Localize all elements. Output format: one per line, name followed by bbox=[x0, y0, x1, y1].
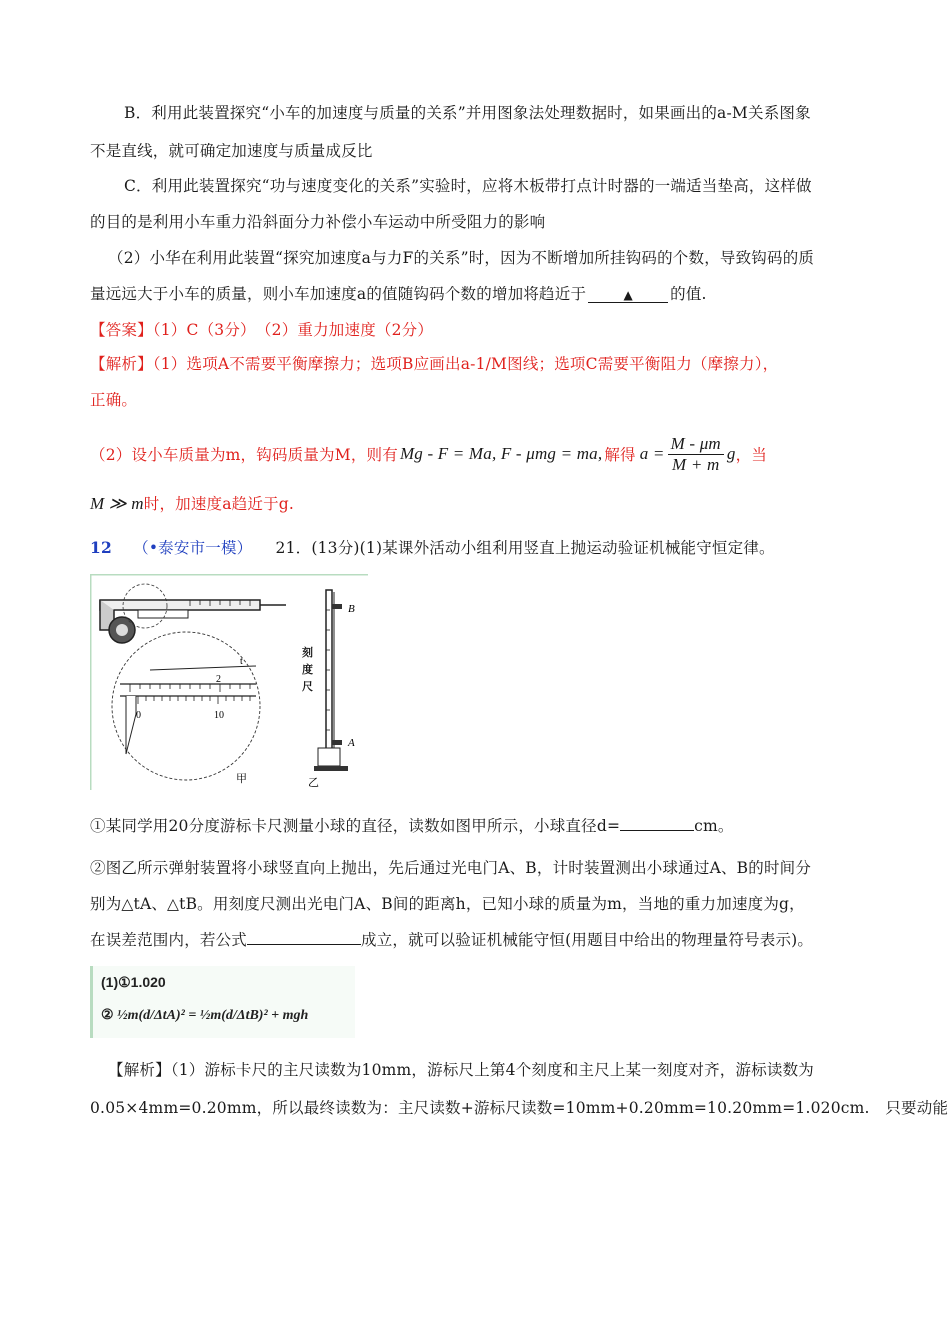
limit-text: 时，加速度a趋近于g. bbox=[143, 495, 295, 513]
sub-question-2-line1: ②图乙所示弹射装置将小球竖直向上抛出，先后通过光电门A、B，计时装置测出小球通过A、B的时间分 bbox=[90, 859, 812, 877]
option-c-line2: 的目的是利用小车重力沿斜面分力补偿小车运动中所受阻力的影响 bbox=[90, 213, 546, 231]
analysis-eq-a: a = bbox=[639, 444, 665, 463]
sub-question-2-line3 bbox=[90, 928, 813, 950]
label-jia: 甲 bbox=[236, 772, 247, 785]
caliper-icon bbox=[100, 584, 286, 643]
answer-line: 【答案】（1）C（3分） （2）重力加速度（2分） bbox=[90, 321, 434, 339]
option-c-line1: C．利用此装置探究“功与速度变化的关系”实验时，应将木板带打点计时器的一端适当垫高，这样做 bbox=[124, 177, 812, 195]
label-yi: 乙 bbox=[308, 776, 319, 789]
tick-label-2: 2 bbox=[216, 674, 221, 685]
answer-box-line1: (1)①1.020 bbox=[101, 974, 166, 990]
launcher-ruler-icon bbox=[314, 590, 348, 771]
figure-drawing bbox=[90, 574, 370, 790]
sub-question-2-text: 在误差范围内，若公式 bbox=[90, 931, 248, 949]
tick-label-10: 10 bbox=[214, 710, 224, 721]
analysis-line2: 正确。 bbox=[90, 391, 138, 409]
analysis-eq-suffix: ，当 bbox=[735, 446, 768, 464]
fraction-denominator: M + m bbox=[672, 454, 720, 474]
analysis-fraction bbox=[668, 434, 724, 475]
question-2-tail: 的值. bbox=[670, 285, 707, 303]
analysis-eq-g: g bbox=[726, 444, 736, 463]
fraction-numerator: M - μm bbox=[668, 434, 724, 455]
analysis-eq-main: Mg - F = Ma, F - μmg = ma, bbox=[399, 444, 603, 463]
analysis-eq-prefix: （2）设小车质量为m，钩码质量为M，则有 bbox=[90, 446, 398, 464]
magnified-vernier-icon bbox=[112, 632, 260, 780]
sub-question-2-line2: 别为△tA、△tB。用刻度尺测出光电门A、B间的距离h，已知小球的质量为m，当地的重力加速度为g， bbox=[90, 895, 805, 913]
analysis-equation-line bbox=[90, 432, 767, 476]
answer-blank: ▲ bbox=[588, 288, 668, 303]
analysis-eq-mid: 解得 bbox=[604, 446, 636, 464]
sub-question-1-unit: cm。 bbox=[694, 817, 734, 835]
option-b-line1: B．利用此装置探究“小车的加速度与质量的关系”并用图象法处理数据时，如果画出的a-M关系图象 bbox=[124, 104, 811, 122]
question-12-header bbox=[90, 536, 775, 558]
question-2-line2 bbox=[90, 282, 707, 304]
final-analysis-line1: 【解析】（1）游标卡尺的主尺读数为10mm，游标尺上第4个刻度和主尺上某一刻度对齐，游标读数为 bbox=[108, 1061, 814, 1079]
answer-box-line2: ② ½m(d/ΔtA)² = ½m(d/ΔtB)² + mgh bbox=[101, 1006, 309, 1023]
formula-blank bbox=[247, 930, 361, 945]
question-source: （•泰安市一模） bbox=[133, 539, 253, 557]
sub-question-1 bbox=[90, 814, 734, 836]
limit-math: M ≫ m bbox=[90, 494, 144, 513]
option-b-line2: 不是直线，就可确定加速度与质量成反比 bbox=[90, 142, 373, 160]
final-analysis-line2: 0.05×4mm=0.20mm，所以最终读数为：主尺读数+游标尺读数=10mm+0.20mm=10.20mm=1.020cm. 只要动能 bbox=[90, 1099, 949, 1117]
label-B: B bbox=[348, 603, 355, 615]
question-number: 12 bbox=[90, 538, 112, 557]
answer-image-box bbox=[90, 966, 355, 1038]
experiment-figure bbox=[90, 574, 370, 790]
ruler-label: 刻度尺 bbox=[302, 646, 313, 693]
label-A: A bbox=[348, 737, 355, 749]
question-2-text: 量远远大于小车的质量，则小车加速度a的值随钩码个数的增加将趋近于 bbox=[90, 285, 587, 303]
svg-text:t: t bbox=[240, 656, 243, 667]
analysis-line1: 【解析】（1）选项A不需要平衡摩擦力；选项B应画出a-1/M图线；选项C需要平衡阻力（摩擦力）， bbox=[90, 355, 779, 373]
question-2-line1: （2）小华在利用此装置“探究加速度a与力F的关系”时，因为不断增加所挂钩码的个数，导致钩码的质 bbox=[108, 249, 815, 267]
sub-question-1-text: ①某同学用20分度游标卡尺测量小球的直径，读数如图甲所示，小球直径d= bbox=[90, 817, 621, 835]
sub-question-2-tail: 成立，就可以验证机械能守恒(用题目中给出的物理量符号表示)。 bbox=[361, 931, 814, 949]
analysis-limit-line bbox=[90, 492, 294, 514]
diameter-blank bbox=[620, 816, 694, 831]
question-12-text: 21．(13分)(1)某课外活动小组利用竖直上抛运动验证机械能守恒定律。 bbox=[275, 539, 775, 557]
tick-label-0: 0 bbox=[136, 710, 141, 721]
